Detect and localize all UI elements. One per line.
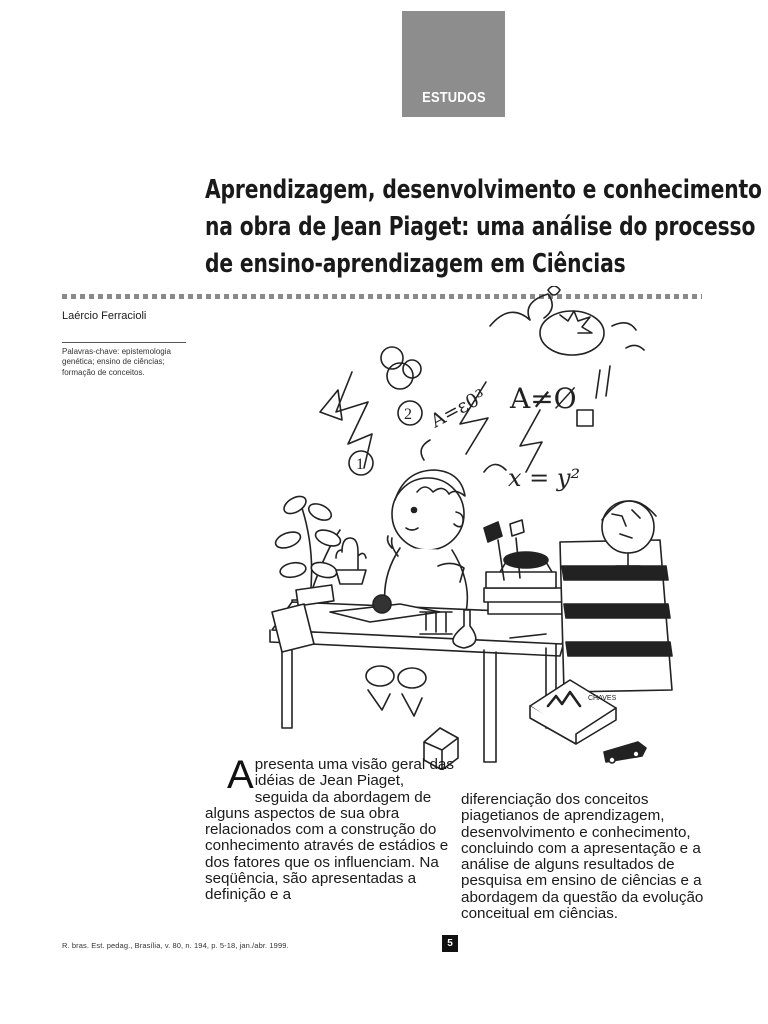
child-shoe (368, 690, 422, 716)
number-1: 1 (356, 456, 364, 473)
drawer-stripe (562, 566, 668, 580)
formula-x-y: x = y² (508, 464, 581, 492)
desk-leg (282, 640, 292, 728)
drawer-stripe (564, 604, 670, 618)
cactus-pot (336, 570, 366, 584)
child-head (392, 478, 464, 550)
ball (373, 595, 391, 613)
number-2: 2 (404, 406, 412, 423)
leaf (306, 501, 334, 524)
child-leg (398, 668, 426, 688)
artist-signature: CHAVES (588, 695, 617, 702)
leaf (310, 560, 339, 580)
square-shape (577, 410, 593, 426)
article-title (205, 172, 762, 283)
flag (484, 522, 502, 542)
title-line: de ensino-aprendizagem em Ciências (205, 249, 626, 279)
scribble (484, 464, 506, 472)
leaf (313, 527, 342, 549)
leaf (273, 529, 302, 551)
car-wheel (609, 757, 615, 763)
title-line: Aprendizagem, desenvolvimento e conhecimento (205, 175, 762, 205)
formula-a-neq-empty: A≠Ø (510, 382, 577, 415)
child-leg (366, 666, 394, 686)
desk-leg (484, 650, 496, 762)
citation: R. bras. Est. pedag., Brasília, v. 80, n. 194, p. 5-18, jan./abr. 1999. (62, 941, 289, 950)
scribble (421, 440, 430, 460)
formula-aeo: A=ε0³ (427, 385, 490, 433)
title-line: na obra de Jean Piaget: uma análise do processo (205, 212, 756, 242)
page-number: 5 (442, 935, 458, 952)
child-eye (412, 508, 417, 513)
drawer-stripe (566, 642, 672, 656)
flag (510, 520, 524, 536)
leaf (279, 561, 307, 579)
keywords-rule (62, 342, 186, 343)
zigzag-line (520, 410, 542, 472)
typewriter-roller (504, 552, 548, 568)
circle-shape (387, 363, 413, 389)
abstract-text-1: presenta uma visão geral das idéias de Jean Piaget, seguida da abordagem de alguns aspectos de sua obra relacionados com a construção do conhecimento através de estádios e dos fatores que os influenciam. Na seqüência, são apresentadas a definição e a (205, 756, 454, 904)
abstract-column-1 (205, 753, 455, 904)
scribble (490, 294, 552, 326)
illustration-child-studying (262, 286, 692, 770)
keywords: Palavras-chave: epistemologia genética; ensino de ciências; formação de conceitos. (62, 347, 171, 377)
child-body (385, 548, 468, 612)
leaf (281, 493, 309, 517)
circle-shape (403, 360, 421, 378)
globe-icon (602, 501, 654, 553)
car-wheel (633, 751, 639, 757)
parallel-lines (596, 366, 610, 398)
child-hand (388, 536, 399, 556)
section-tab (402, 11, 505, 117)
scribble (548, 286, 560, 295)
scribble (626, 345, 644, 350)
scribble (612, 323, 636, 330)
abstract-column-2: diferenciação dos conceitos piagetianos de aprendizagem, desenvolvimento e conhecimento, concluindo com a apresentação e a análise de alguns resultados de pesquisa em ensino de ciências e a abordagem da questão da evolução conceitual em ciências. (461, 791, 704, 923)
dropcap: A (227, 753, 254, 797)
section-label: ESTUDOS (421, 89, 486, 106)
author-name: Laércio Ferracioli (62, 310, 147, 322)
